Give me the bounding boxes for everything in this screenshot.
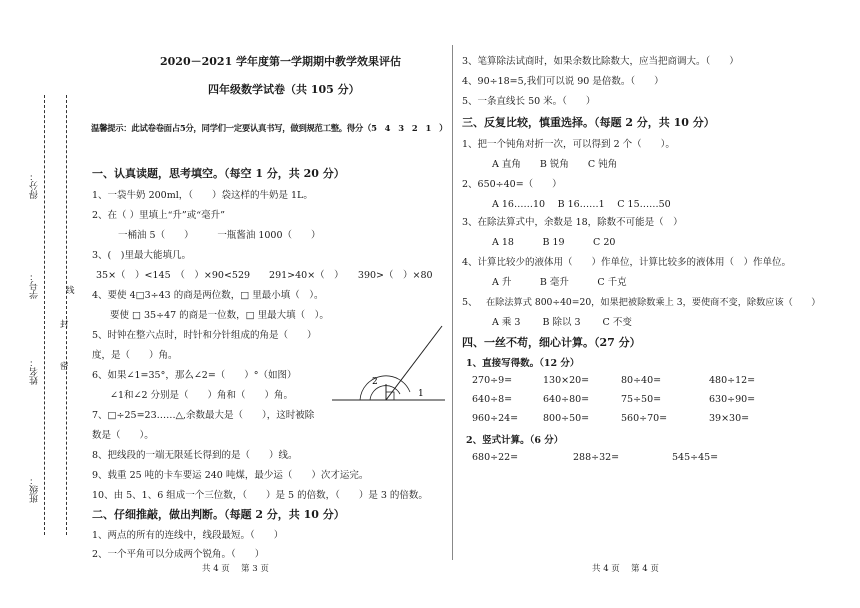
s1-q4: 4、要使 4□3÷43 的商是两位数，□ 里最小填（ ）。 [92, 290, 324, 301]
s2-q3: 3、笔算除法试商时，如果余数比除数大，应当把商调大。（ ） [462, 56, 739, 67]
s3-q3: 3、在除法算式中，余数是 18，除数不可能是（ ） [462, 217, 683, 228]
s1-q6: 6、如果∠1=35°，那么∠2=（ ）°（如图） [92, 370, 297, 381]
s3-q5a: A 乘 3 B 除以 3 C 不变 [492, 317, 632, 328]
class-label: 班级： [30, 476, 40, 503]
s3-q2a: A 16……10 B 16……1 C 15……50 [492, 199, 671, 210]
s1-q8: 8、把线段的一端无限延长得到的是（ ）线。 [92, 450, 298, 461]
vertical-calc-3: 545÷45= [672, 452, 719, 463]
s3-q5: 在除法算式 800÷40=20，如果把被除数乘上 3，要使商不变，除数应该（ ） [486, 297, 821, 308]
s2-q2: 2、一个平角可以分成两个锐角。（ ） [92, 549, 265, 560]
binding-dashed-line-inner [66, 95, 67, 535]
calc-r2-c3: 75÷50= [621, 394, 662, 405]
footer-page-3: 共 4 页 第 3 页 [202, 564, 269, 574]
calc-r1-c3: 80÷40= [621, 375, 662, 386]
seal-char-feng: 封 [60, 320, 69, 330]
s3-q1a: A 直角 B 锐角 C 钝角 [492, 159, 618, 170]
score-label: 得分： [30, 172, 40, 199]
s1-q2a: 一桶油 5（ ） 一瓶酱油 1000（ ） [118, 230, 321, 241]
s3-q5-number: 5、 [462, 297, 478, 308]
vertical-calc-2: 288÷32= [573, 452, 620, 463]
s3-q1: 1、把一个钝角对折一次，可以得到 2 个（ ）。 [462, 139, 675, 150]
calc-r2-c4: 630÷90= [709, 394, 756, 405]
exam-title: 2020－2021 学年度第一学期期中教学效果评估 [160, 55, 402, 68]
calc-r3-c1: 960÷24= [472, 413, 519, 424]
s2-q5: 5、一条直线长 50 米。（ ） [462, 96, 596, 107]
name-label: 姓名： [30, 358, 40, 385]
section1-heading: 一、认真读题，思考填空。（每空 1 分，共 20 分） [92, 167, 345, 180]
calc-r2-c2: 640÷80= [543, 394, 590, 405]
section3-heading: 三、反复比较，慎重选择。（每题 2 分，共 10 分） [462, 116, 715, 129]
s1-q7a: 数是（ ）。 [92, 430, 154, 441]
student-id-label: 学号： [30, 272, 40, 299]
s1-q10: 10、由 5、1、6 组成一个三位数，（ ）是 5 的倍数，（ ）是 3 的倍数。 [92, 490, 428, 501]
angle-label-1: 1 [418, 389, 424, 399]
s1-q1: 1、一袋牛奶 200ml，（ ）袋这样的牛奶是 1L。 [92, 190, 313, 201]
seal-char-xian: 线 [66, 286, 75, 296]
notice-text: 温馨提示：此试卷卷面占5分，同学们一定要认真书写，做到规范工整。得分（5 4 3 2 1 ） [91, 123, 448, 133]
s1-q5a: 度，是（ ）角。 [92, 350, 178, 361]
s3-q4: 4、计算比较少的液体用（ ）作单位，计算比较多的液体用（ ）作单位。 [462, 257, 792, 268]
s4-sub1: 1、直接写得数。（12 分） [466, 358, 580, 369]
calc-r1-c4: 480÷12= [709, 375, 756, 386]
s3-q2: 2、650÷40=（ ） [462, 179, 562, 190]
vertical-calc-1: 680÷22= [472, 452, 519, 463]
calc-r3-c2: 800÷50= [543, 413, 590, 424]
calc-r3-c3: 560÷70= [621, 413, 668, 424]
calc-r3-c4: 39×30= [709, 413, 750, 424]
calc-r1-c2: 130×20= [543, 375, 590, 386]
footer-page-4: 共 4 页 第 4 页 [592, 564, 659, 574]
s1-q9: 9、载重 25 吨的卡车要运 240 吨煤，最少运（ ）次才运完。 [92, 470, 369, 481]
calc-r2-c1: 640÷8= [472, 394, 513, 405]
page-divider [452, 45, 453, 560]
s2-q1: 1、两点的所有的连线中，线段最短。（ ） [92, 530, 284, 541]
seal-char-mi: 密 [60, 362, 69, 372]
angle-diagram [330, 320, 448, 410]
s1-q6a: ∠1和∠2 分别是（ ）角和（ ）角。 [110, 390, 294, 401]
exam-subtitle: 四年级数学试卷（共 105 分） [208, 83, 360, 96]
s1-q5: 5、时钟在整六点时，时针和分针组成的角是（ ） [92, 330, 317, 341]
s3-q3a: A 18 B 19 C 20 [492, 237, 616, 248]
section2-heading: 二、仔细推敲，做出判断。（每题 2 分，共 10 分） [92, 508, 345, 521]
s3-q4a: A 升 B 毫升 C 千克 [492, 277, 627, 288]
s1-q3: 3、( )里最大能填几。 [92, 250, 191, 261]
angle-label-2: 2 [372, 377, 378, 387]
s4-sub2: 2、竖式计算。（6 分） [466, 435, 564, 446]
s2-q4: 4、90÷18=5,我们可以说 90 是倍数。（ ） [462, 76, 664, 87]
calc-r1-c1: 270÷9= [472, 375, 513, 386]
section4-heading: 四、一丝不苟，细心计算。（27 分） [462, 336, 641, 349]
binding-dashed-line-outer [44, 95, 45, 535]
s1-q3a: 35×（ ）<145 （ ）×90<529 291>40×（ ） 390>（ ）×80 [96, 270, 433, 281]
s1-q2: 2、在（ ）里填上“升”或“毫升” [92, 210, 225, 221]
s1-q7: 7、□÷25=23……△,余数最大是（ ），这时被除 [92, 410, 315, 421]
s1-q4a: 要使 □ 35÷47 的商是一位数，□ 里最大填（ ）。 [110, 310, 329, 321]
